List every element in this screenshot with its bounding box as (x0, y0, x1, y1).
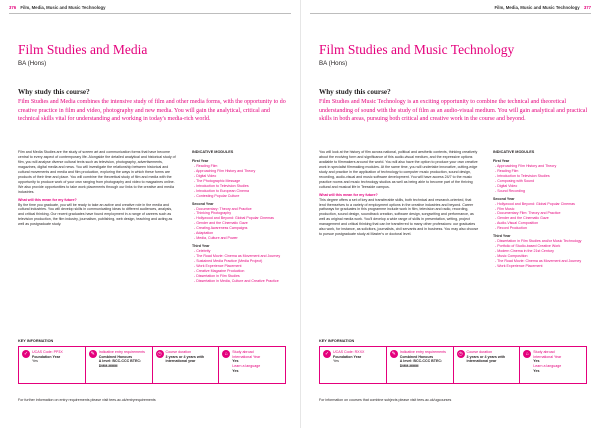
pencil-icon: ✎ (90, 351, 95, 357)
module-item: - The Photographic Message (194, 178, 241, 183)
module-item: - Dissertation in Film Studies (194, 273, 240, 278)
key-info-value-label: Combined Honours (399, 354, 434, 359)
module-item: - Gender and the Cinematic Gaze (495, 216, 549, 221)
key-info-label: Indicative entry requirements (98, 350, 145, 354)
page-title: Film Studies and Media (18, 42, 148, 57)
body-paragraph: You will look at the history of film across national, political and aesthetic contexts, thinking creatively about the evolving form and significance of this audio-visual medium, and the expressive options available to filmmakers around the world. You will also have the option to produce your own creative work in specialist filmmaking modules. At the same time, you will undertake innovative, cutting-edge study and practice in the application of technology to computer music production, sound design, recording, audio-visual and music software development. You will have access 24/7 to the music practice rooms and music technology studios as well as being able to become part of the thriving cultural and musical life in Teesside campus. (319, 150, 478, 189)
future-text: This degree offers a set of key and transferable skills, both technical and research-oriented, that lend themselves to a variety of employment options in the creative industries and beyond. Career pathways for graduates in this programme include work in film, television and radio, recording, production, sound design, soundtrack creation, software design, songwriting and performance, as well as original media work. You'll develop a wide range of skills in presentation, writing, project management and critical thinking that can be transferred to many other professions: our graduates also work, for instance, as solicitors, journalists, civil servants and in business. You may also choose to pursue postgraduate study at Master's or doctoral level. (319, 197, 479, 237)
module-item: - Work Experience Placement (194, 264, 242, 269)
key-info-label: Indicative entry requirements (399, 350, 446, 354)
pencil-icon: ✎ (391, 351, 396, 357)
key-info-ucas (319, 346, 387, 384)
module-item: - Record Production (495, 226, 527, 231)
key-info-value: A level: BCC-CCC BTEC: DMM-MMM (98, 359, 142, 369)
key-info-label: UCAS Code: PP3X (32, 350, 63, 354)
module-item: - Digital Video (194, 173, 217, 178)
right-page (300, 0, 600, 428)
key-info-value: A level: BCC-CCC BTEC: DMM-MMM (399, 359, 443, 369)
module-item: - Audio-Visual Composition (495, 221, 539, 226)
module-item: - Introduction to Television Studies (495, 173, 550, 178)
key-info-value-label: 3 years or 4 years with international year (466, 354, 506, 364)
year-heading: Second Year (192, 201, 214, 206)
module-item: - Gender and the Cinematic Gaze (194, 221, 248, 226)
module-item: - Dissertation in Media, Culture and Creative Practice (194, 278, 279, 283)
key-info-value: Yes (333, 359, 339, 364)
module-item: - Modern Cinema in the 21st Century (495, 249, 554, 254)
module-item: - Documentary Film: Theory and Practice (495, 211, 561, 216)
globe-icon: ⌂ (523, 350, 531, 358)
page-number: 376 (9, 5, 17, 10)
modules-heading: INDICATIVE MODULES (493, 150, 535, 154)
running-head (494, 5, 591, 10)
key-info-label: Learn a language (533, 364, 562, 369)
key-info-value-label: International Year (533, 354, 562, 359)
check-icon: ✓ (23, 351, 29, 357)
key-info-heading: KEY INFORMATION (18, 339, 54, 343)
award-label: BA (Hons) (18, 60, 47, 67)
module-item: - Adaptation (194, 231, 214, 236)
module-item: - Work Experience Placement (495, 264, 543, 269)
why-text: Film Studies and Media combines the intensive study of film and other media forms, with the opportunity to do creative practice in film and video, photography and new media. You will gain the analytical, critical and technical skills vital for understanding and working in today's media-rich world. (18, 99, 286, 123)
key-info-value-label: International Year (232, 354, 261, 359)
page-number: 377 (583, 5, 591, 10)
key-info-row (319, 346, 587, 384)
award-label: BA (Hons) (319, 60, 348, 67)
header-divider (310, 13, 591, 14)
key-info-label: Course duration (165, 350, 192, 354)
why-heading: Why study this course? (18, 88, 90, 96)
module-item: - Approaching Film History and Theory (194, 168, 256, 173)
key-info-label: UCAS Code: RXXX (333, 350, 365, 354)
module-item: - Dissertation in Film Studies and/or Music Technology (495, 239, 582, 244)
module-item: - Creating Awareness Campaigns (194, 226, 248, 231)
modules-column (192, 150, 288, 284)
further-info: For further information on entry requirements please visit tees.ac.uk/entryrequirements (18, 398, 156, 402)
further-info: For information on courses that combine subjects please visit tees.ac.uk/ugcourses (319, 398, 452, 402)
module-item: - Portfolio of Studio-based Creative Work (495, 244, 561, 249)
why-text: Film Studies and Music Technology is an exciting opportunity to combine the technical and theoretical understanding of sound with the study of film as an audio-visual medium. You will gain analytical and practical skills in both areas, pursuing both critical and creative work in the course and beyond. (319, 99, 588, 123)
body-column (319, 150, 479, 240)
key-info-abroad (219, 346, 286, 384)
module-item: - Documentary: Theory and Practice (194, 206, 252, 211)
key-info-duration (153, 346, 220, 384)
running-head-text: Film, Media, Music and Music Technology (20, 5, 106, 10)
module-item: - Introduction to European Cinema (194, 188, 249, 193)
running-head-text: Film, Media, Music and Music Technology (494, 5, 580, 10)
year-heading: Third Year (493, 234, 511, 239)
module-item: - Reading Film (495, 168, 519, 173)
module-item: - Digital Video (495, 183, 518, 188)
module-item: - Composing with Sound (495, 178, 535, 183)
header-divider (9, 13, 291, 14)
key-info-abroad (520, 346, 587, 384)
module-item: - The Road Movie: Cinema as Movement and Journey (194, 254, 281, 259)
key-info-value: Yes (32, 359, 38, 364)
year-heading: First Year (192, 158, 209, 163)
key-info-value: Yes (232, 368, 239, 373)
key-info-value: Yes (232, 359, 239, 364)
year-heading: Second Year (493, 196, 515, 201)
module-item: - The Road Movie: Cinema as Movement and Journey (495, 259, 582, 264)
key-info-value-label: Foundation Year (333, 354, 362, 359)
key-info-value-label: 3 years or 4 years with international year (165, 354, 205, 364)
key-info-label: Learn a language (232, 364, 261, 369)
clock-icon: ◷ (157, 351, 162, 357)
modules-heading: INDICATIVE MODULES (192, 150, 234, 154)
key-info-value: Yes (533, 368, 540, 373)
future-heading: What will this mean for my future? (18, 197, 77, 202)
why-heading: Why study this course? (319, 88, 391, 96)
key-info-value: Yes (533, 359, 540, 364)
key-info-value-label: Combined Honours (98, 354, 133, 359)
module-item: - Thinking Photography (194, 211, 232, 216)
module-item: - Sound Recording (495, 188, 525, 193)
check-icon: ✓ (324, 351, 330, 357)
page-title: Film Studies and Music Technology (319, 42, 515, 57)
future-text: By the time you graduate, you will be ready to take an active and creative role in the media and cultural industries. You will develop skills in communicating ideas to different audiences, analysis, and critical thinking. Our recent graduates have found employment in a range of careers such as television production, the film industry, journalism, publishing, web design, teaching and acting as well as postgraduate study. (18, 202, 173, 227)
body-column (18, 150, 178, 230)
module-item: - Hollywood and Beyond: Global Popular Cinemas (194, 216, 274, 221)
module-item: - Hollywood and Beyond: Global Popular Cinemas (495, 201, 575, 206)
key-info-label: Study abroad (232, 350, 254, 354)
module-item: - Contesting Popular Culture (194, 193, 240, 198)
module-item: - Media, Culture and Power (194, 236, 238, 241)
year-heading: First Year (493, 158, 510, 163)
body-paragraph: Film and Media Studies are the study of screen art and communication forms that have become central to every aspect of contemporary life. Alongside the detailed analytical and historical study of film, you will analyse diverse cultural texts such as television, photography, advertisements, magazines, digital media and news. You will investigate the relationship between historical and cultural movements and media and film production, exploring the ways in which these forms are products of their time and place. You will combine the theoretical study of film and media with the opportunity to produce work of your own ranging from photography and video to magazines online. We also provide opportunities to take work placements through our links to the creative and media industries. (18, 150, 176, 194)
key-info-label: Course duration (466, 350, 493, 354)
module-item: - Music Composition (495, 254, 528, 259)
modules-column (493, 150, 589, 269)
module-item: - Approaching Film History and Theory (495, 163, 557, 168)
module-item: - Sustained Media Practice (Media Project) (194, 259, 263, 264)
module-item: - Creative Magazine Production (194, 268, 245, 273)
module-item: - Introduction to Television Studies (194, 183, 249, 188)
module-item: - Film Music (495, 206, 515, 211)
year-heading: Third Year (192, 244, 210, 249)
key-info-row (18, 346, 286, 384)
clock-icon: ◷ (458, 351, 463, 357)
key-info-entry (86, 346, 153, 384)
globe-icon: ⌂ (222, 350, 230, 358)
module-item: - Reading Film (194, 163, 218, 168)
module-item: - Celebrity (194, 249, 211, 254)
key-info-label: Study abroad (533, 350, 555, 354)
key-info-duration (454, 346, 521, 384)
key-info-heading: KEY INFORMATION (319, 339, 355, 343)
key-info-entry (387, 346, 454, 384)
key-info-value-label: Foundation Year (32, 354, 61, 359)
key-info-ucas (18, 346, 86, 384)
running-head (9, 5, 106, 10)
future-heading: What will this mean for my future? (319, 192, 378, 197)
